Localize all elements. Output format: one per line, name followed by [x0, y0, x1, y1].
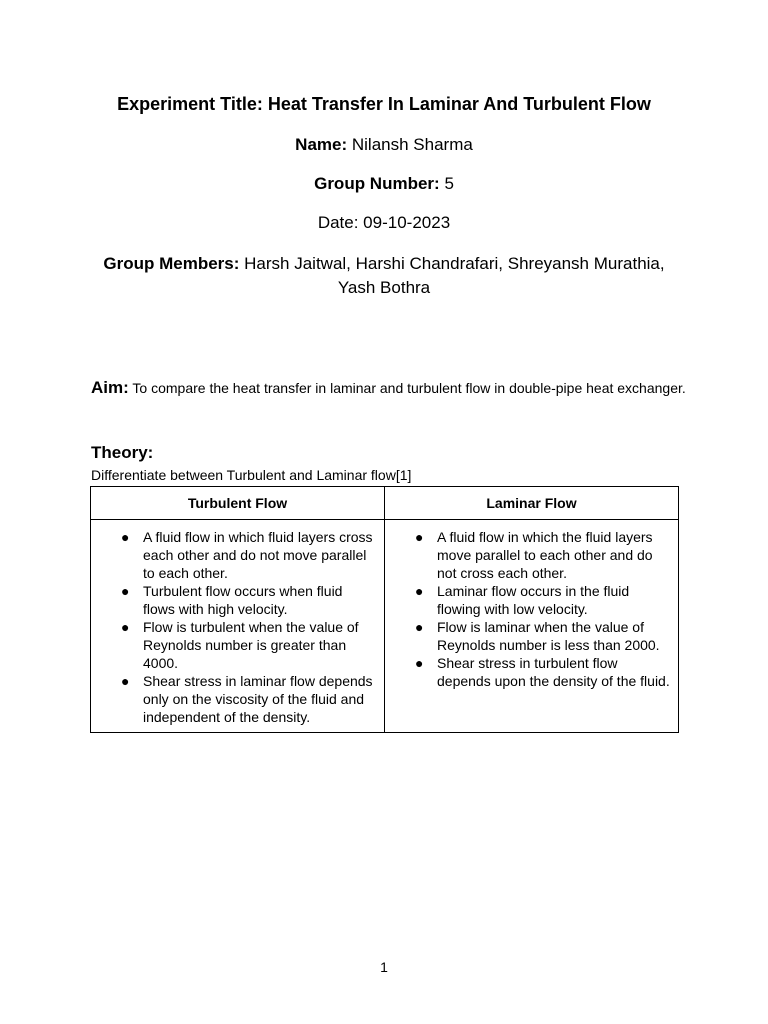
group-members-line1: Harsh Jaitwal, Harshi Chandrafari, Shreyansh Murathia,: [244, 254, 665, 273]
list-item: [385, 582, 678, 618]
list-item: [385, 654, 678, 690]
laminar-point-1: A fluid flow in which the fluid layers move parallel to each other and do not cross each other.: [437, 529, 653, 581]
group-members-label: Group Members:: [103, 254, 240, 273]
group-number-label: Group Number:: [314, 174, 440, 193]
theory-subtitle: Differentiate between Turbulent and Laminar flow[1]: [91, 467, 412, 483]
list-item: [91, 618, 384, 672]
name-label: Name:: [295, 135, 348, 154]
group-members-line2: Yash Bothra: [337, 278, 431, 297]
laminar-point-2: Laminar flow occurs in the fluid flowing with low velocity.: [437, 583, 630, 617]
aim-label: Aim:: [91, 378, 129, 397]
laminar-point-4: Shear stress in turbulent flow depends upon the density of the fluid.: [437, 655, 670, 689]
aim-section: [91, 377, 691, 399]
turbulent-list: [91, 528, 384, 726]
group-members: [80, 252, 688, 300]
table-row: [91, 520, 679, 733]
list-item: [91, 582, 384, 618]
laminar-cell: [385, 520, 679, 733]
bullet-icon: ●: [415, 529, 424, 545]
turbulent-point-3: Flow is turbulent when the value of Reynolds number is greater than 4000.: [143, 619, 359, 671]
bullet-icon: ●: [121, 673, 130, 689]
bullet-icon: ●: [121, 529, 130, 545]
turbulent-point-1: A fluid flow in which fluid layers cross each other and do not move parallel to each other.: [143, 529, 373, 581]
page-number: 1: [380, 959, 388, 975]
bullet-icon: ●: [415, 583, 424, 599]
group-number-value: 5: [444, 174, 454, 193]
list-item: [91, 528, 384, 582]
experiment-title: Experiment Title: Heat Transfer In Laminar And Turbulent Flow: [117, 94, 651, 114]
bullet-icon: ●: [121, 583, 130, 599]
group-number-line: [0, 173, 768, 195]
name-value: Nilansh Sharma: [351, 135, 473, 154]
list-item: [385, 618, 678, 654]
bullet-icon: ●: [415, 619, 424, 635]
aim-text: To compare the heat transfer in laminar and turbulent flow in double-pipe heat exchanger.: [132, 380, 686, 396]
header-turbulent-flow: Turbulent Flow: [91, 487, 385, 520]
name-line: [0, 134, 768, 156]
laminar-list: [385, 528, 678, 690]
turbulent-cell: [91, 520, 385, 733]
bullet-icon: ●: [121, 619, 130, 635]
comparison-table: [90, 486, 679, 733]
turbulent-point-2: Turbulent flow occurs when fluid flows with high velocity.: [143, 583, 343, 617]
list-item: [385, 528, 678, 582]
theory-heading: Theory:: [91, 443, 154, 462]
bullet-icon: ●: [415, 655, 424, 671]
header-laminar-flow: Laminar Flow: [385, 487, 679, 520]
list-item: [91, 672, 384, 726]
laminar-point-3: Flow is laminar when the value of Reynolds number is less than 2000.: [437, 619, 660, 653]
date-line: Date: 09-10-2023: [317, 213, 451, 232]
table-header-row: [91, 487, 679, 520]
turbulent-point-4: Shear stress in laminar flow depends only on the viscosity of the fluid and independent of the density.: [143, 673, 373, 725]
